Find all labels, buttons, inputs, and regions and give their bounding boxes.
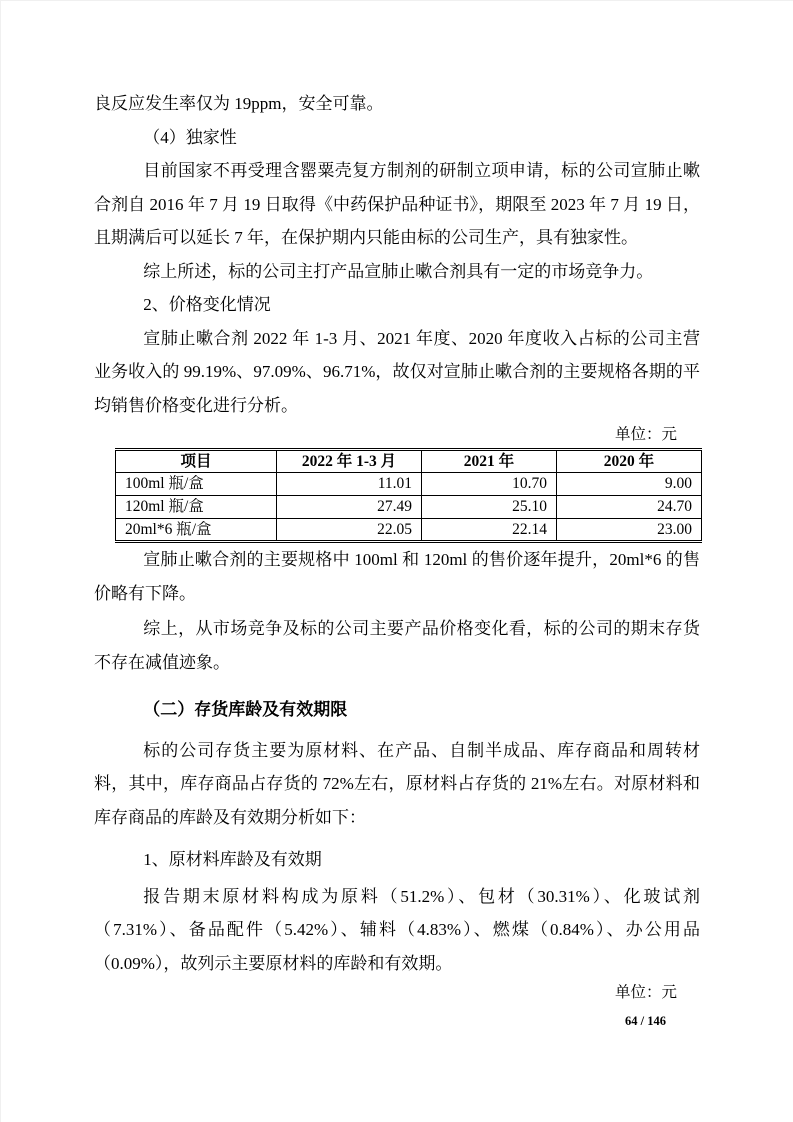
row-item-label: 20ml*6 瓶/盒 — [116, 519, 277, 542]
row-value: 11.01 — [277, 473, 422, 496]
paragraph-competitiveness-summary: 综上所述，标的公司主打产品宣肺止嗽合剂具有一定的市场竞争力。 — [143, 261, 654, 281]
section-heading-inventory-age: （二）存货库龄及有效期限 — [143, 700, 348, 719]
row-value: 24.70 — [557, 496, 702, 519]
row-value: 9.00 — [557, 473, 702, 496]
unit-label-top: 单位：元 — [614, 426, 677, 443]
table-row — [116, 496, 702, 519]
heading-price-change: 2、价格变化情况 — [143, 295, 271, 314]
col-header-2021: 2021 年 — [422, 450, 557, 473]
table-row — [116, 519, 702, 542]
row-item-label: 100ml 瓶/盒 — [116, 473, 277, 496]
row-value: 10.70 — [422, 473, 557, 496]
price-table-header-row — [116, 450, 702, 473]
paragraph-revenue-share: 宣肺止嗽合剂 2022 年 1-3 月、2021 年度、2020 年度收入占标的公司主营业务收入的 99.19%、97.09%、96.71%，故仅对宣肺止嗽合剂的主要规格各期的平均销售价格变化进行分析。 — [94, 328, 700, 415]
row-value: 25.10 — [422, 496, 557, 519]
price-table — [115, 448, 702, 543]
row-value: 27.49 — [277, 496, 422, 519]
heading-raw-material-age: 1、原材料库龄及有效期 — [143, 850, 322, 869]
row-value: 22.05 — [277, 519, 422, 542]
page-content — [1, 1, 793, 1030]
paragraph-exclusivity-detail: 目前国家不再受理含罂粟壳复方制剂的研制立项申请，标的公司宣肺止嗽合剂自 2016 年 7 月 19 日取得《中药保护品种证书》，期限至 2023 年 7 月 19 日，且期满后可以延长 7 年，在保护期内只能由标的公司生产，具有独家性。 — [94, 161, 700, 247]
page-number: 64 / 146 — [625, 1014, 666, 1028]
row-value: 22.14 — [422, 519, 557, 542]
paragraph-raw-material-composition: 报告期末原材料构成为原料（51.2%）、包材（30.31%）、化玻试剂（7.31%）、备品配件（5.42%）、辅料（4.83%）、燃煤（0.84%）、办公用品（0.09%），故列示主要原材料的库龄和有效期。 — [94, 886, 700, 973]
paragraph-adverse-reaction: 良反应发生率仅为 19ppm，安全可靠。 — [94, 94, 384, 113]
unit-label-bottom: 单位：元 — [614, 984, 677, 1001]
paragraph-price-trend: 宣肺止嗽合剂的主要规格中 100ml 和 120ml 的售价逐年提升，20ml*6 的售价略有下降。 — [94, 550, 700, 603]
table-row — [116, 473, 702, 496]
paragraph-inventory-conclusion: 综上，从市场竞争及标的公司主要产品价格变化看，标的公司的期末存货不存在减值迹象。 — [94, 619, 700, 672]
col-header-2022: 2022 年 1-3 月 — [277, 450, 422, 473]
paragraph-inventory-composition: 标的公司存货主要为原材料、在产品、自制半成品、库存商品和周转材料，其中，库存商品占存货的 72%左右，原材料占存货的 21%左右。对原材料和库存商品的库龄及有效期分析如下： — [94, 740, 700, 827]
heading-exclusivity: （4）独家性 — [143, 127, 237, 147]
col-header-item: 项目 — [116, 450, 277, 473]
col-header-2020: 2020 年 — [557, 450, 702, 473]
row-value: 23.00 — [557, 519, 702, 542]
row-item-label: 120ml 瓶/盒 — [116, 496, 277, 519]
